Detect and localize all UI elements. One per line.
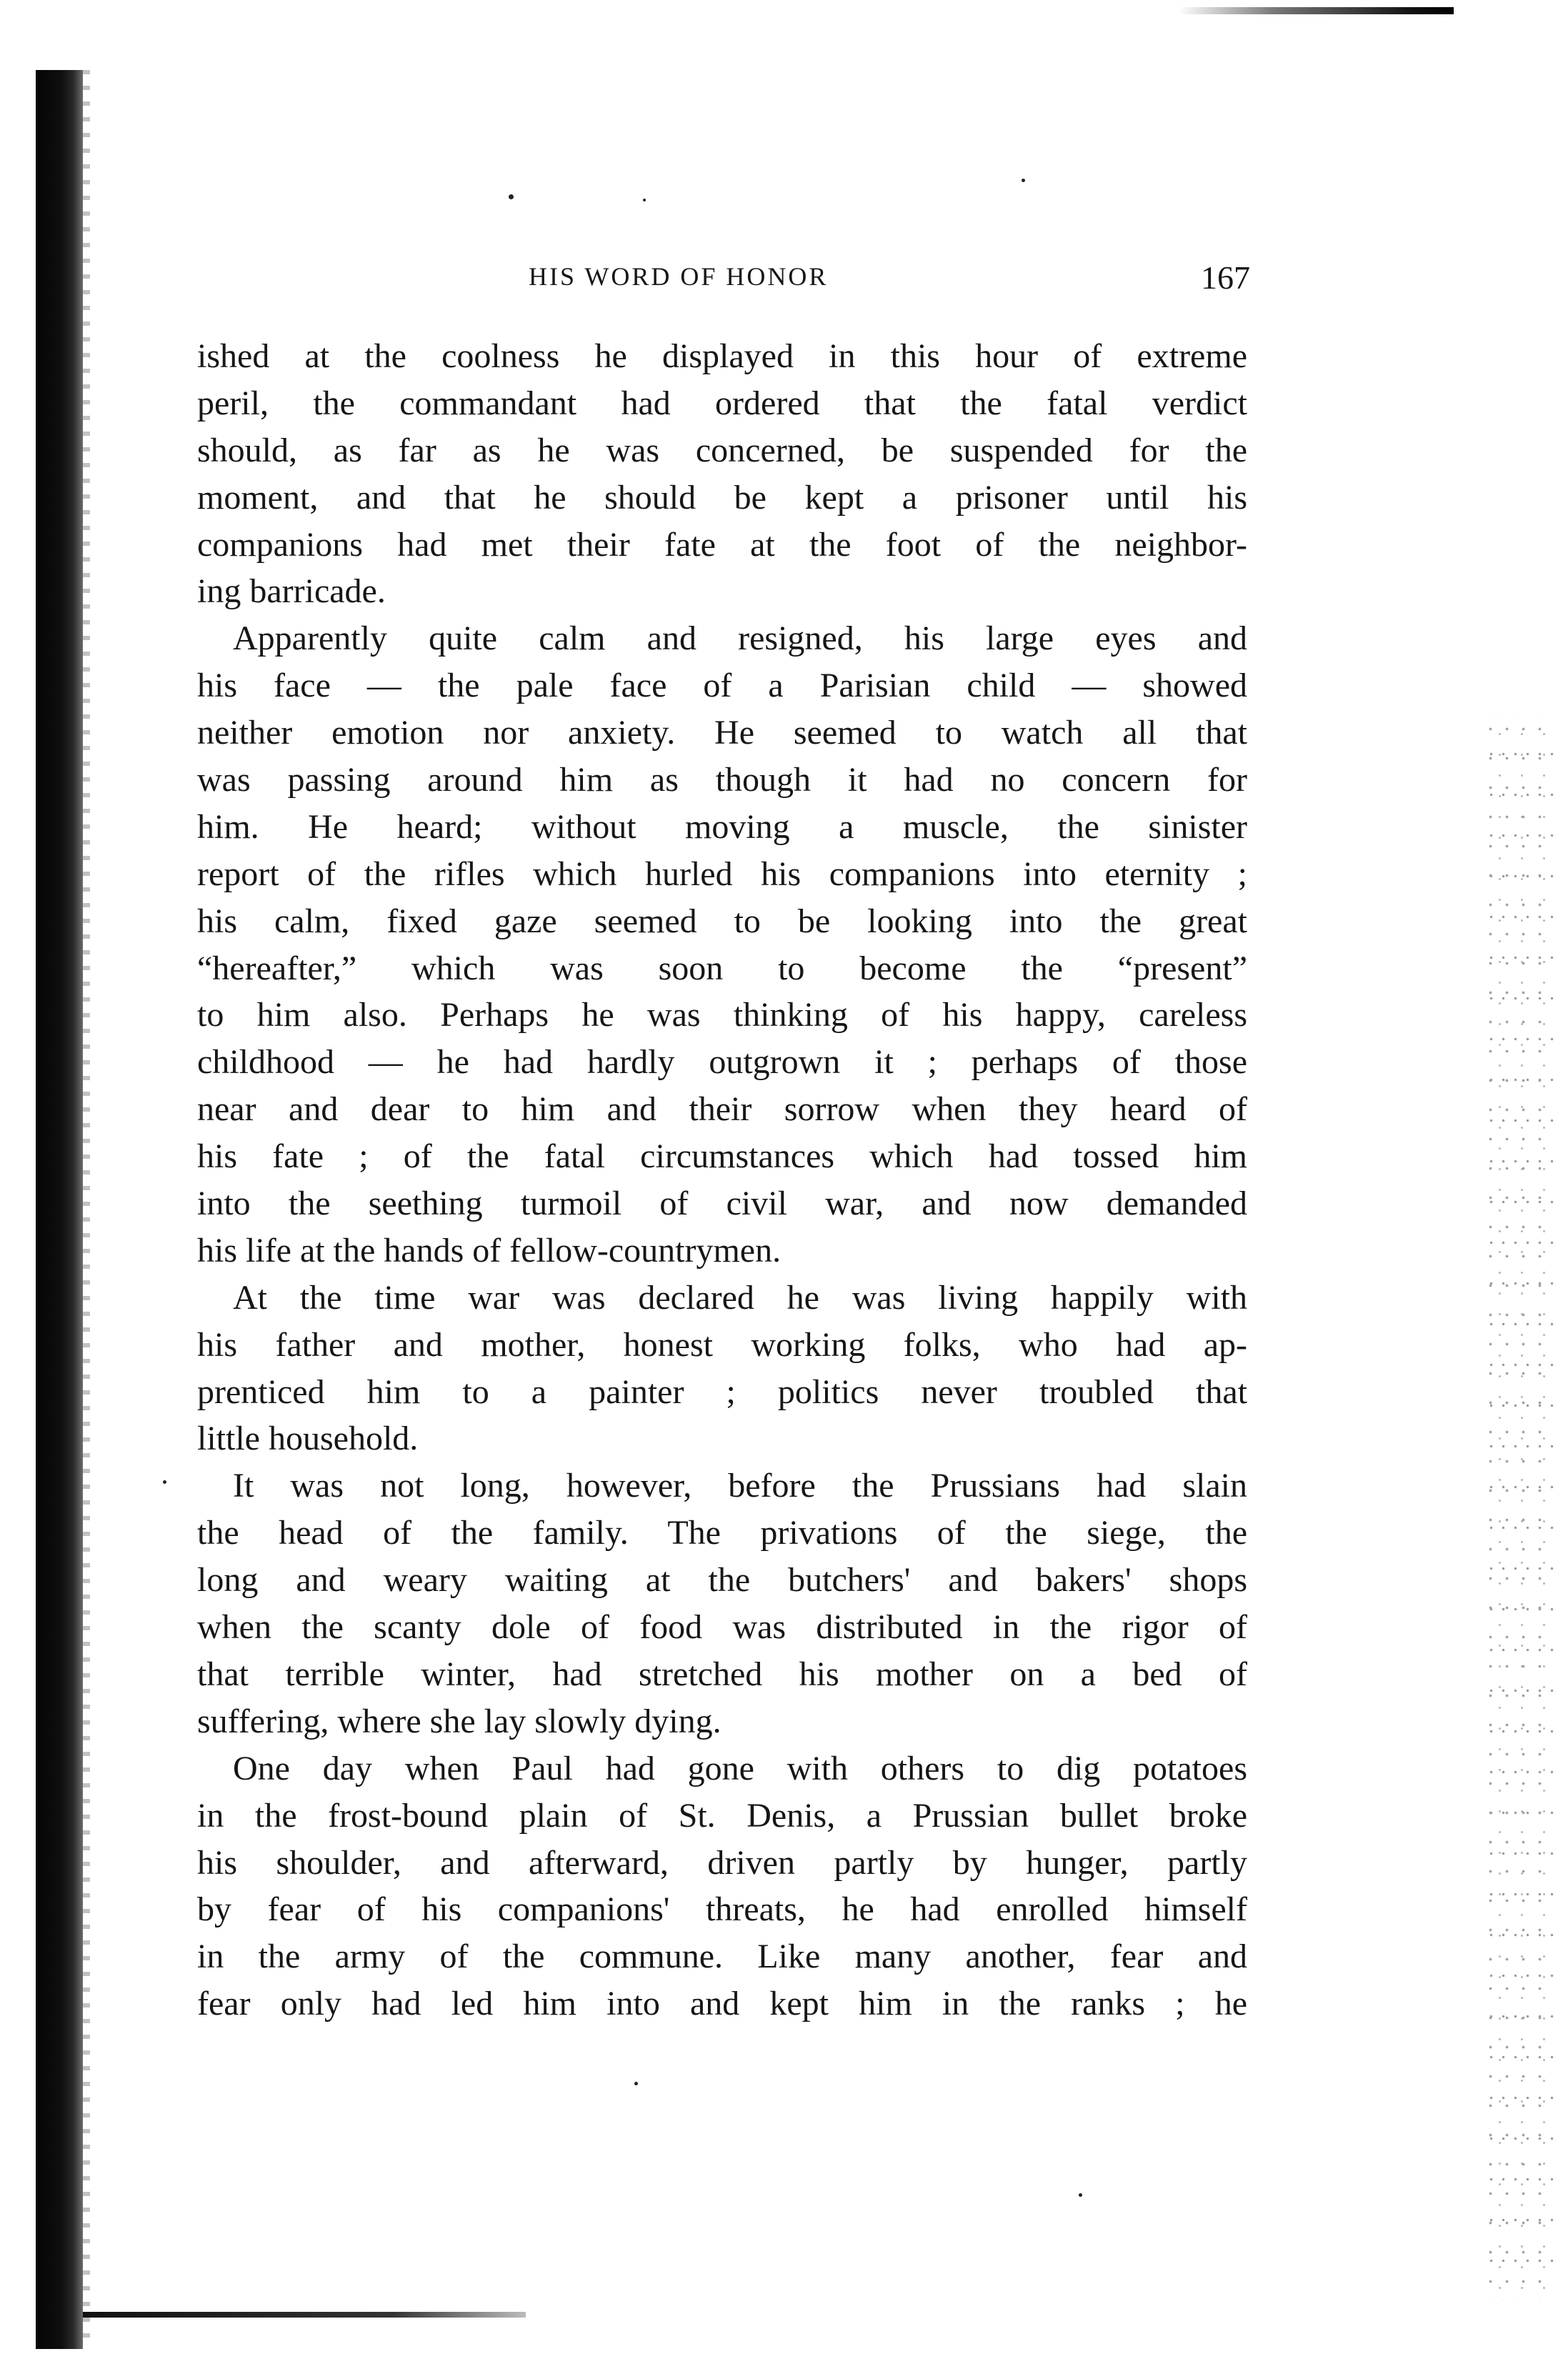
text-line: when the scanty dole of food was distributed in the rigor of — [197, 1608, 1247, 1647]
body-text — [197, 333, 1247, 2028]
bottom-edge-rule — [83, 2312, 526, 2318]
stray-mark — [1022, 179, 1025, 182]
text-line: ing barricade. — [197, 572, 386, 611]
paragraph — [197, 333, 1247, 615]
scan-noise — [1482, 714, 1554, 2300]
text-line: was passing around him as though it had no concern for — [197, 761, 1247, 799]
text-line: At the time war was declared he was living happily with — [233, 1278, 1247, 1317]
text-line: that terrible winter, had stretched his mother on a bed of — [197, 1655, 1247, 1693]
stray-mark — [163, 1480, 166, 1484]
text-line: It was not long, however, before the Prussians had slain — [233, 1467, 1247, 1505]
text-line: childhood — he had hardly outgrown it ; perhaps of those — [197, 1043, 1247, 1082]
page-number: 167 — [1201, 259, 1250, 296]
text-line: in the frost-bound plain of St. Denis, a Prussian bullet broke — [197, 1796, 1247, 1835]
top-edge-rule — [1179, 7, 1454, 14]
stray-mark — [509, 194, 514, 199]
text-line: peril, the commandant had ordered that the fatal verdict — [197, 384, 1247, 422]
text-line: report of the rifles which hurled his companions into eternity ; — [197, 854, 1247, 893]
text-line: companions had met their fate at the foot of the neighbor- — [197, 525, 1247, 564]
text-line: his face — the pale face of a Parisian child — showed — [197, 667, 1247, 705]
text-line: the head of the family. The privations of the siege, the — [197, 1514, 1247, 1552]
text-line: his father and mother, honest working folks, who had ap- — [197, 1325, 1247, 1364]
text-line: neither emotion nor anxiety. He seemed to watch all that — [197, 714, 1247, 752]
text-line: One day when Paul had gone with others to dig potatoes — [233, 1749, 1247, 1787]
text-line: near and dear to him and their sorrow when they heard of — [197, 1090, 1247, 1129]
text-line: suffering, where she lay slowly dying. — [197, 1702, 721, 1740]
binding-edge — [36, 70, 83, 2349]
text-line: moment, and that he should be kept a prisoner until his — [197, 478, 1247, 517]
text-line: prenticed him to a painter ; politics never troubled that — [197, 1372, 1247, 1411]
paragraph — [197, 1462, 1247, 1745]
text-line: should, as far as he was concerned, be suspended for the — [197, 431, 1247, 469]
text-line: his fate ; of the fatal circumstances which had tossed him — [197, 1137, 1247, 1176]
text-line: to him also. Perhaps he was thinking of his happy, careless — [197, 996, 1247, 1034]
stray-mark — [643, 199, 646, 201]
paragraph — [197, 1745, 1247, 2028]
running-head — [193, 259, 1250, 301]
text-line: ished at the coolness he displayed in this hour of extreme — [197, 337, 1247, 375]
text-line: his shoulder, and afterward, driven partly by hunger, partly — [197, 1843, 1247, 1882]
text-line: his calm, fixed gaze seemed to be looking into the great — [197, 902, 1247, 940]
text-line: “hereafter,” which was soon to become the “present” — [197, 949, 1247, 987]
stray-mark — [634, 2082, 638, 2085]
stray-mark — [1079, 2193, 1082, 2197]
running-head-title: HIS WORD OF HONOR — [529, 262, 829, 291]
text-line: long and weary waiting at the butchers' and bakers' shops — [197, 1561, 1247, 1600]
text-line: Apparently quite calm and resigned, his large eyes and — [233, 619, 1247, 658]
text-line: into the seething turmoil of civil war, and now demanded — [197, 1185, 1247, 1223]
text-line: by fear of his companions' threats, he had enrolled himself — [197, 1890, 1247, 1929]
paragraph — [197, 615, 1247, 1274]
text-line: his life at the hands of fellow-countrymen. — [197, 1231, 781, 1270]
text-line: fear only had led him into and kept him in the ranks ; he — [197, 1985, 1247, 2023]
text-line: in the army of the commune. Like many another, fear and — [197, 1937, 1247, 1976]
paragraph — [197, 1275, 1247, 1463]
text-line: little household. — [197, 1420, 419, 1458]
text-line: him. He heard; without moving a muscle, the sinister — [197, 807, 1247, 846]
